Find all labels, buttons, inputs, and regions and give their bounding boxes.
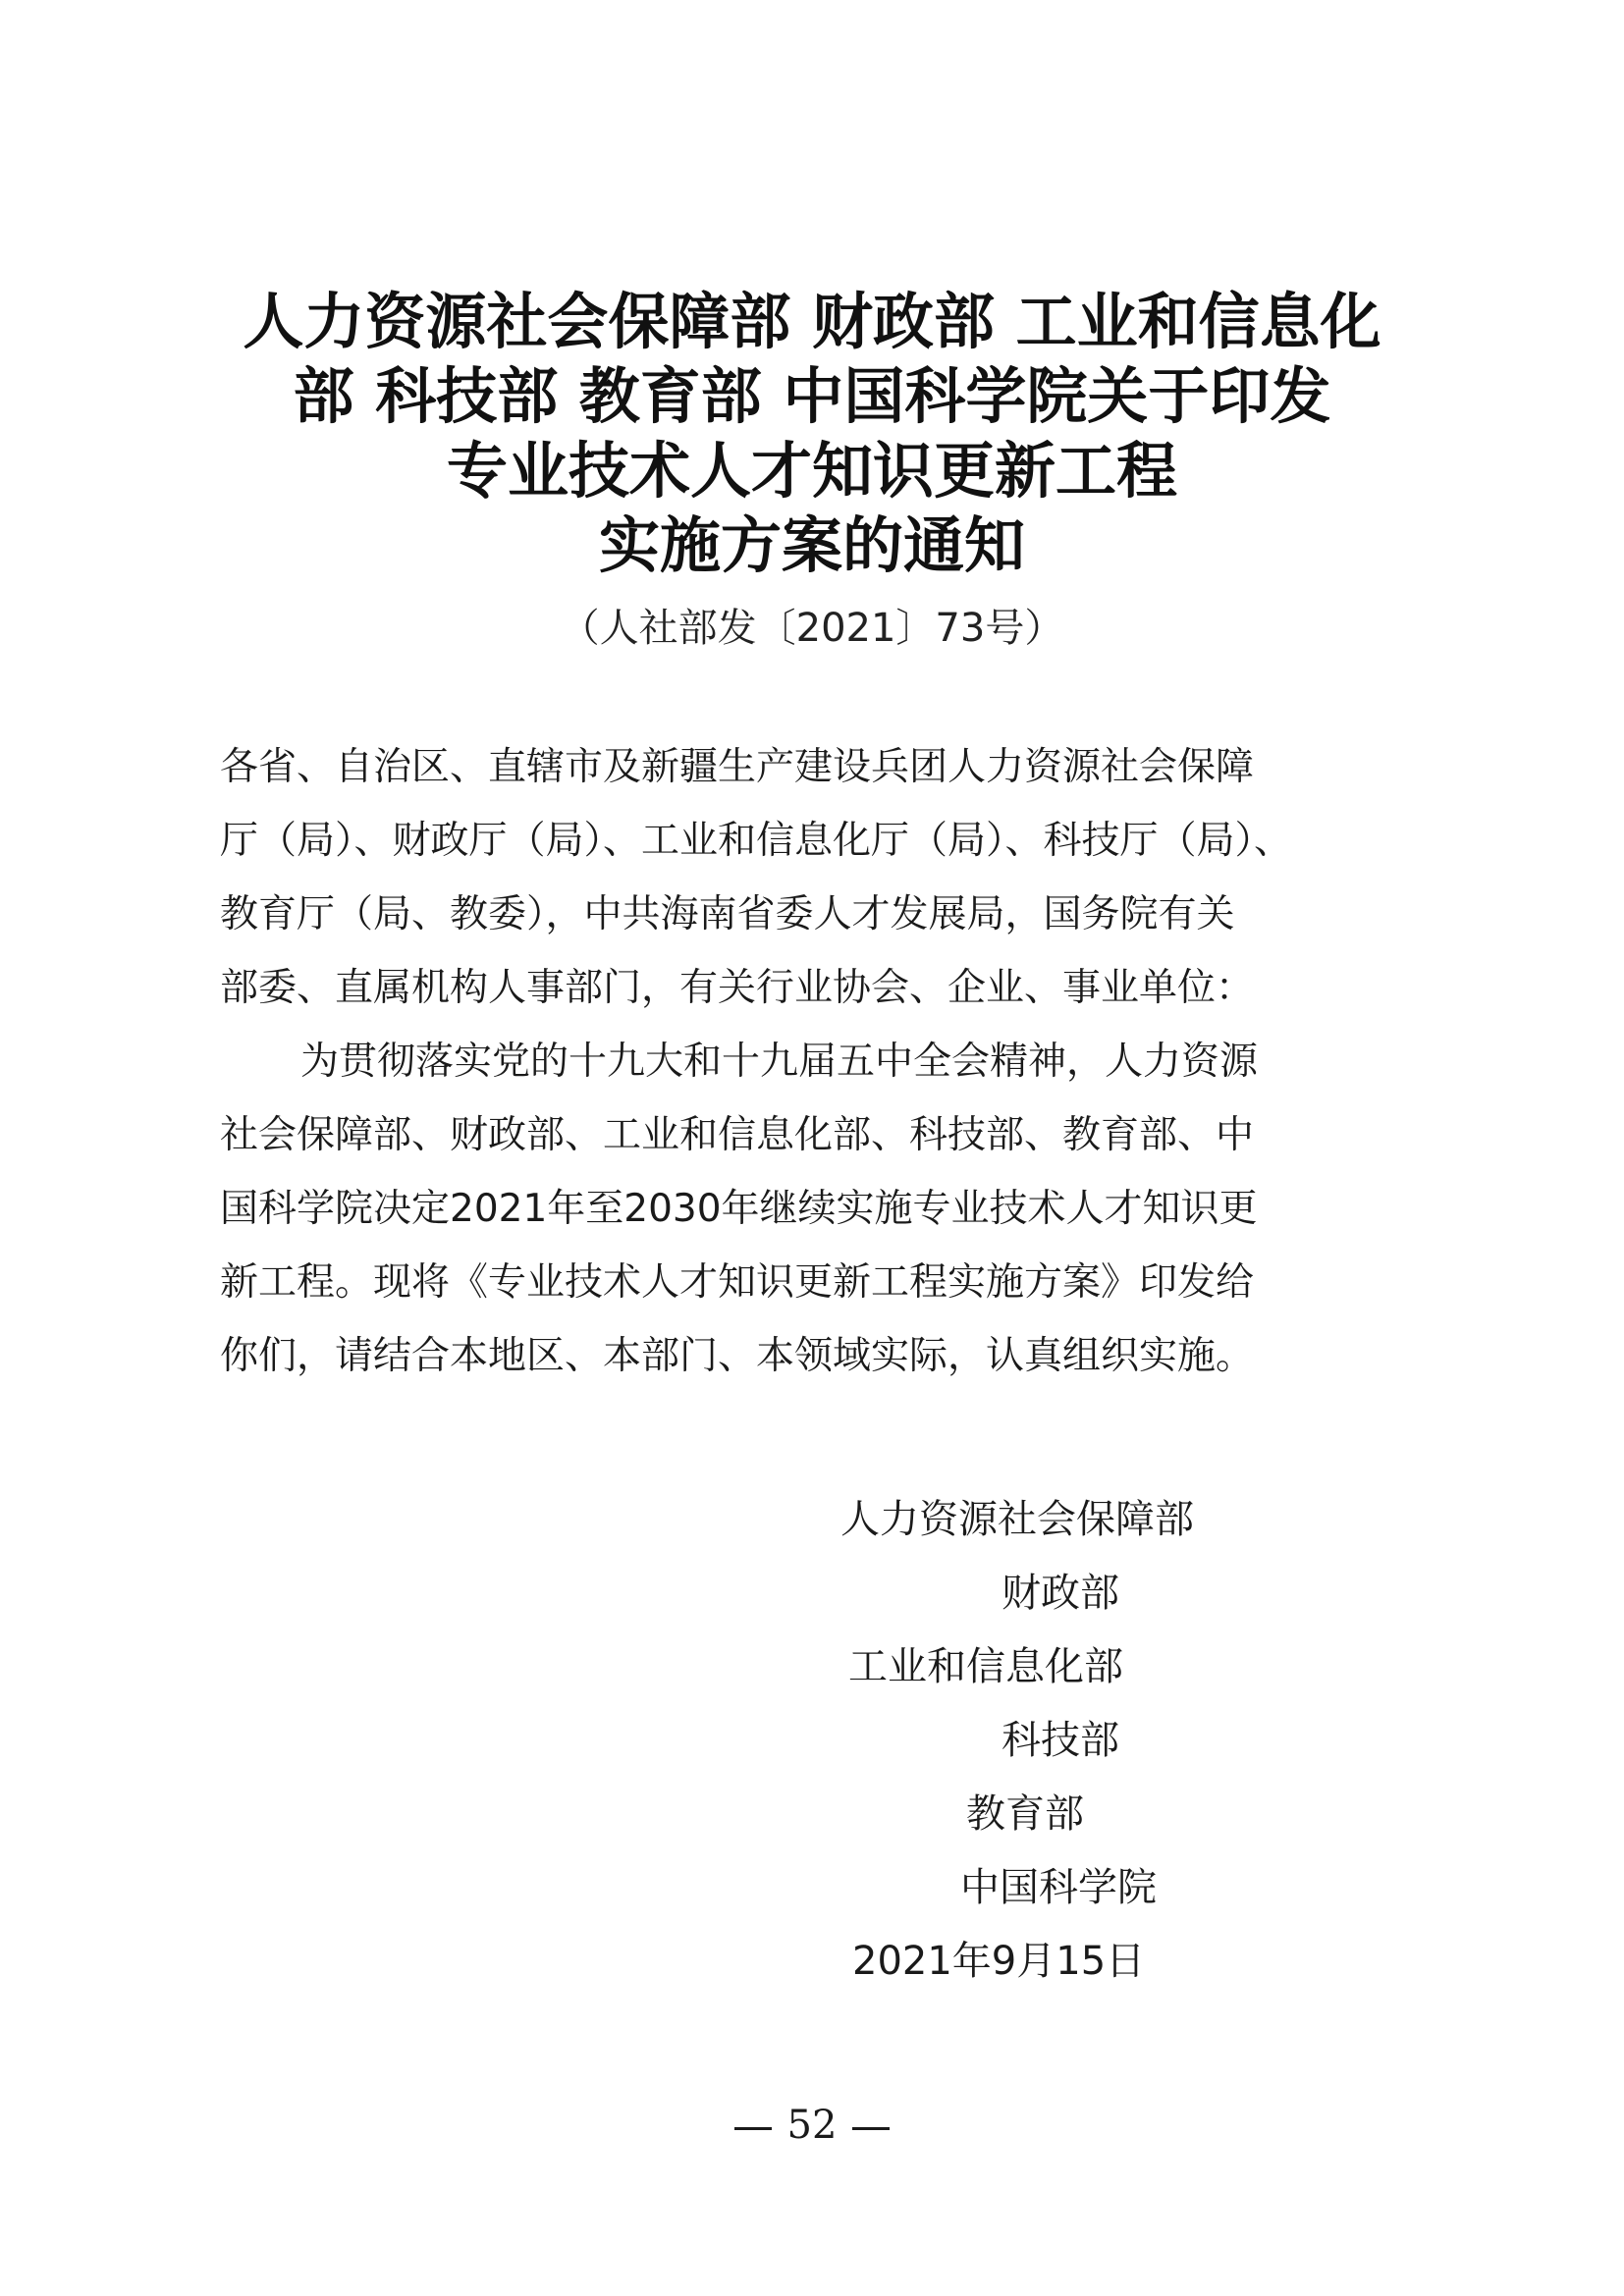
addressee-line-3: 教育厅（局、教委），中共海南省委人才发展局，国务院有关 xyxy=(220,892,1235,936)
title-line-4: 实施方案的通知 xyxy=(598,509,1025,581)
signature-hrss: 人力资源社会保障部 xyxy=(840,1497,1194,1542)
document-number: （人社部发〔2021〕73号） xyxy=(560,606,1064,651)
signature-most: 科技部 xyxy=(1001,1718,1119,1763)
title-line-1: 人力资源社会保障部 财政部 工业和信息化 xyxy=(243,286,1381,357)
paragraph-line-4: 新工程。现将《专业技术人才知识更新工程实施方案》印发给 xyxy=(220,1260,1255,1305)
addressee-line-1: 各省、自治区、直辖市及新疆生产建设兵团人力资源社会保障 xyxy=(220,745,1255,789)
signature-moe: 教育部 xyxy=(966,1791,1084,1837)
paragraph-line-1: 为贯彻落实党的十九大和十九届五中全会精神，人力资源 xyxy=(300,1040,1259,1084)
addressee-line-2: 厅（局）、财政厅（局）、工业和信息化厅（局）、科技厅（局）、 xyxy=(220,819,1293,863)
paragraph-line-2: 社会保障部、财政部、工业和信息化部、科技部、教育部、中 xyxy=(220,1113,1255,1157)
page-number-right-dash xyxy=(852,2127,890,2130)
signature-date: 2021年9月15日 xyxy=(852,1939,1146,1984)
signature-mof: 财政部 xyxy=(1001,1571,1119,1616)
page-number-left-dash xyxy=(734,2127,772,2130)
title-line-3: 专业技术人才知识更新工程 xyxy=(446,435,1177,507)
paragraph-line-5: 你们，请结合本地区、本部门、本领域实际，认真组织实施。 xyxy=(220,1334,1255,1378)
signature-miit: 工业和信息化部 xyxy=(848,1644,1123,1689)
title-line-2: 部 科技部 教育部 中国科学院关于印发 xyxy=(293,360,1331,432)
paragraph-line-3: 国科学院决定2021年至2030年继续实施专业技术人才知识更 xyxy=(220,1187,1258,1231)
page-number xyxy=(0,2101,1624,2150)
page-number-value: 52 xyxy=(786,2103,838,2148)
addressee-line-4: 部委、直属机构人事部门，有关行业协会、企业、事业单位： xyxy=(220,966,1255,1010)
signature-cas: 中国科学院 xyxy=(960,1865,1157,1910)
